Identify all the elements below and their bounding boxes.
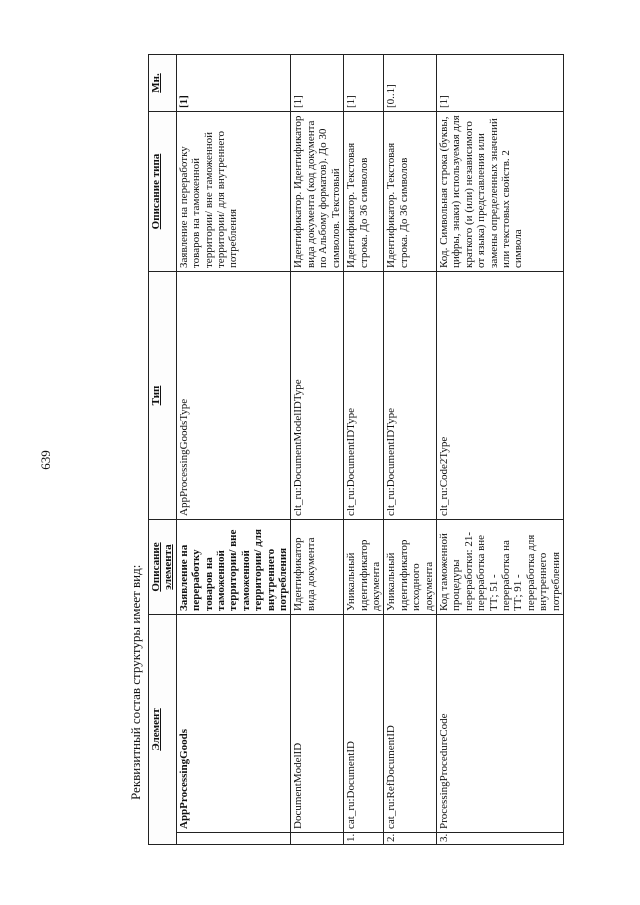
- multiplicity-cell: [1]: [436, 55, 563, 112]
- element-desc-cell: Уникальный идентификатор исходного документа: [384, 520, 437, 615]
- element-cell: DocumentModelID: [291, 615, 344, 833]
- row-number: 1.: [344, 833, 384, 845]
- element-desc-cell: Заявление на переработку товаров на таможенной территории/ вне таможенной территории/ для внутреннего потребления: [176, 520, 291, 615]
- table-header-row: [149, 55, 177, 845]
- row-number: [291, 833, 344, 845]
- element-desc-cell: Идентификатор вида документа: [291, 520, 344, 615]
- element-cell: AppProcessingGoods: [176, 615, 291, 833]
- intro-text: Реквизитный состав структуры имеет вид:: [128, 564, 143, 800]
- row-number: [176, 833, 291, 845]
- table-row: [176, 55, 291, 845]
- type-cell: AppProcessingGoodsType: [176, 272, 291, 520]
- type-cell: clt_ru:Code2Type: [436, 272, 563, 520]
- multiplicity-cell: [1]: [176, 55, 291, 112]
- header-type-desc: Описание типа: [149, 112, 177, 272]
- header-element: Элемент: [149, 615, 177, 845]
- element-cell: cat_ru:DocumentID: [344, 615, 384, 833]
- header-element-desc: Описание элемента: [149, 520, 177, 615]
- row-number: 3.: [436, 833, 563, 845]
- page-number: 639: [37, 450, 53, 470]
- table-row: [384, 55, 437, 845]
- element-desc-cell: Уникальный идентификатор документа: [344, 520, 384, 615]
- type-cell: clt_ru:DocumentIDType: [384, 272, 437, 520]
- header-type: Тип: [149, 272, 177, 520]
- table-body: [176, 55, 563, 845]
- type-desc-cell: Идентификатор. Текстовая строка. До 36 символов: [344, 112, 384, 272]
- requisite-table: [148, 54, 564, 845]
- element-cell: ProcessingProcedureCode: [436, 615, 563, 833]
- row-number: 2.: [384, 833, 437, 845]
- type-desc-cell: Заявление на переработку товаров на таможенной территории/ вне таможенной территории/ для внутреннего потребления: [176, 112, 291, 272]
- table-row: [344, 55, 384, 845]
- type-desc-cell: Код. Символьная строка (буквы, цифры, знаки) используемая для краткого (и (или) независимого от языка) представления или замены определенных значений или текстовых свойств. 2 символа: [436, 112, 563, 272]
- multiplicity-cell: [1]: [291, 55, 344, 112]
- element-cell: cat_ru:RefDocumentID: [384, 615, 437, 833]
- element-desc-cell: Код таможенной процедуры переработки: 21- переработка вне ТТ; 51 - переработка на ТТ; 91 - переработка для внутреннего потребления: [436, 520, 563, 615]
- type-desc-cell: Идентификатор. Идентификатор вида документа (код документа по Альбому форматов). До 30 символов. Текстовый: [291, 112, 344, 272]
- multiplicity-cell: [0..1]: [384, 55, 437, 112]
- type-cell: clt_ru:DocumentIDType: [344, 272, 384, 520]
- rotated-table-container: [148, 55, 608, 845]
- header-multiplicity: Мн.: [149, 55, 177, 112]
- type-desc-cell: Идентификатор. Текстовая строка. До 36 символов: [384, 112, 437, 272]
- multiplicity-cell: [1]: [344, 55, 384, 112]
- table-row: [436, 55, 563, 845]
- table-row: [291, 55, 344, 845]
- type-cell: clt_ru:DocumentModelIDType: [291, 272, 344, 520]
